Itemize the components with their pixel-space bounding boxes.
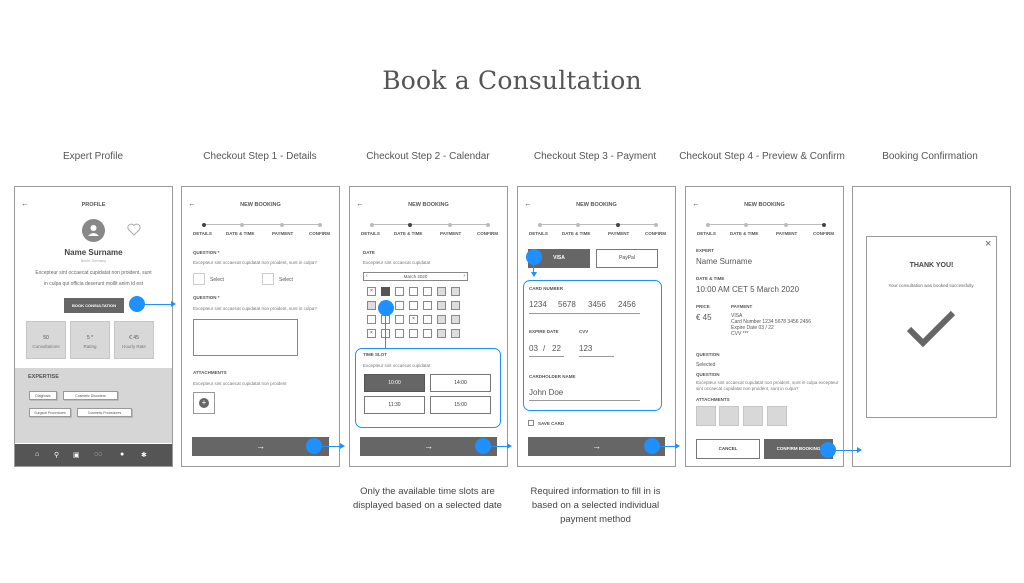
arrow-head-icon <box>171 301 176 307</box>
timeslot-highlight <box>355 348 501 428</box>
next-button[interactable]: → <box>360 437 497 456</box>
calendar-caption <box>340 485 515 513</box>
flow-arrow <box>385 316 386 348</box>
step-label[interactable]: PAYMENT <box>608 231 630 236</box>
back-arrow-icon[interactable]: ← <box>524 199 532 208</box>
calendar-day[interactable] <box>437 315 446 324</box>
confirmation-message: Your consultation was booked successfully. <box>888 283 975 288</box>
page-title: Book a Consultation <box>382 66 642 95</box>
back-arrow-icon[interactable]: ← <box>692 199 700 208</box>
price-label: PRICE <box>696 304 710 309</box>
calendar-day[interactable] <box>395 315 404 324</box>
step-label[interactable]: DATE & TIME <box>394 231 423 236</box>
payment-highlight <box>523 280 662 411</box>
save-card-label: SAVE CARD <box>538 421 565 426</box>
calendar-icon[interactable]: ▣ <box>73 452 80 459</box>
step-label[interactable]: PAYMENT <box>440 231 462 236</box>
booking-confirmation-screen <box>852 186 1011 467</box>
payment-line: Expire Date 03 / 22 <box>731 325 774 331</box>
hotspot-marker <box>378 300 394 316</box>
hotspot-marker <box>129 296 145 312</box>
question-text: Excepteur sint occaecat cupidatat non proident, sunt in culpa excepteur <box>696 380 839 385</box>
price-value: € 45 <box>696 313 712 322</box>
confirm-booking-button[interactable]: CONFIRM BOOKING <box>764 439 833 459</box>
step-label[interactable]: DETAILS <box>529 231 548 236</box>
tag-chip[interactable]: Cosmetic Procedures <box>77 408 132 417</box>
calendar-day[interactable] <box>367 315 376 324</box>
calendar-day[interactable] <box>409 301 418 310</box>
hotspot-marker <box>644 438 660 454</box>
calendar-day[interactable] <box>409 287 418 296</box>
hotspot-marker <box>306 438 322 454</box>
screen-header: NEW BOOKING <box>408 202 449 208</box>
calendar-day[interactable] <box>451 329 460 338</box>
user-icon <box>82 219 105 242</box>
expire-month[interactable]: 03 <box>529 344 538 353</box>
column-label-step4: Checkout Step 4 - Preview & Confirm <box>679 151 845 162</box>
attachment-thumbnail[interactable] <box>696 406 716 426</box>
cvv-value[interactable]: 123 <box>579 344 593 353</box>
tag-chip[interactable]: Surgical Procedures <box>29 408 71 417</box>
column-label-step3: Checkout Step 3 - Payment <box>533 151 657 162</box>
step-label[interactable]: CONFIRM <box>645 231 666 236</box>
calendar-day[interactable] <box>423 287 432 296</box>
date-label: DATE <box>363 250 375 255</box>
bio-line-2: in culpa qui officia deserunt mollit anim id est <box>43 281 144 287</box>
expert-name: Name Surname <box>64 248 123 257</box>
attachments-label: ATTACHMENTS <box>696 397 730 402</box>
flow-arrow <box>836 450 858 451</box>
timeslot-text: Excepteur sint occaecat cupidatat <box>363 363 431 368</box>
calendar-day-unavailable[interactable]: × <box>367 329 376 338</box>
question-text: Excepteur sint occaecat cupidatat non proident, sunt in culpa? <box>193 306 317 311</box>
hotspot-marker <box>820 442 836 458</box>
column-label-expert-profile: Expert Profile <box>62 151 124 162</box>
cancel-button[interactable]: CANCEL <box>696 439 760 459</box>
stepper <box>538 224 656 225</box>
calendar-day[interactable] <box>437 301 446 310</box>
search-icon[interactable]: ⚲ <box>54 452 60 459</box>
attachments-label: ATTACHMENTS <box>193 370 227 375</box>
option-label: Select <box>210 277 224 283</box>
user-icon[interactable]: ● <box>120 451 125 458</box>
time-slot[interactable]: 15:00 <box>430 396 491 414</box>
plus-icon: + <box>199 398 209 408</box>
step-label[interactable]: PAYMENT <box>776 231 798 236</box>
hotspot-marker <box>475 438 491 454</box>
attachment-thumbnail[interactable] <box>719 406 739 426</box>
column-label-step2: Checkout Step 2 - Calendar <box>366 151 490 162</box>
screen-header: NEW BOOKING <box>576 202 617 208</box>
caption-line: payment method <box>560 514 631 525</box>
attachment-thumbnail[interactable] <box>767 406 787 426</box>
stepper <box>706 224 824 225</box>
back-arrow-icon[interactable]: ← <box>356 199 364 208</box>
question-text: sint occaecat cupidatat non proident, sunt in culpa? <box>696 386 799 391</box>
caption-line: displayed based on a selected date <box>353 500 502 511</box>
payment-caption <box>508 485 683 527</box>
caption-line: based on a selected individual <box>531 500 660 511</box>
calendar-day-unavailable[interactable]: × <box>409 315 418 324</box>
column-label-confirmation: Booking Confirmation <box>882 151 978 162</box>
expert-profile-screen <box>14 186 173 467</box>
stat-consultations: 50 Consultations <box>26 321 66 359</box>
expert-label: EXPERT <box>696 248 715 253</box>
calendar-day[interactable] <box>451 287 460 296</box>
thank-you-title: THANK YOU! <box>909 262 954 269</box>
attachments-text: Excepteur sint occaecat cupidatat non proident <box>193 381 287 386</box>
step-label[interactable]: DETAILS <box>361 231 380 236</box>
time-slot[interactable]: 14:00 <box>430 374 491 392</box>
time-slot[interactable]: 11:30 <box>364 396 425 414</box>
radio-option[interactable] <box>193 273 205 285</box>
card-number-part[interactable]: 3456 <box>588 300 606 309</box>
card-number-part[interactable]: 1234 <box>529 300 547 309</box>
caption-line: Only the available time slots are <box>360 486 495 497</box>
question-value: Selected <box>696 362 716 368</box>
question-label: QUESTION <box>696 372 720 377</box>
gear-icon[interactable]: ✱ <box>141 452 147 459</box>
question-label: QUESTION * <box>193 295 220 300</box>
next-button[interactable]: → <box>192 437 329 456</box>
payment-line: CVV *** <box>731 331 749 337</box>
datetime-label: DATE & TIME <box>696 276 725 281</box>
book-consultation-button[interactable]: BOOK CONSULTATION <box>64 298 124 313</box>
month-label: March 2020 <box>403 274 428 279</box>
back-arrow-icon[interactable]: ← <box>21 199 29 208</box>
card-number-label: CARD NUMBER <box>529 286 563 291</box>
flow-arrow <box>491 446 508 447</box>
expertise-label: EXPERTISE <box>28 374 59 380</box>
tag-chip[interactable]: Cosmetic Disorders <box>63 391 118 400</box>
time-slot-selected[interactable]: 10:00 <box>364 374 425 392</box>
step-label[interactable]: DETAILS <box>697 231 716 236</box>
checkout-step1-screen <box>181 186 340 467</box>
step-label[interactable]: DATE & TIME <box>562 231 591 236</box>
arrow-head-icon <box>507 443 512 449</box>
arrow-head-icon <box>531 272 537 277</box>
screen-header: NEW BOOKING <box>744 202 785 208</box>
calendar-day[interactable] <box>409 329 418 338</box>
glasses-icon[interactable]: ◌◌ <box>94 451 103 458</box>
arrow-head-icon <box>675 443 680 449</box>
month-selector[interactable] <box>363 272 468 281</box>
expertise-panel <box>15 368 172 443</box>
payment-line: Card Number 1234 5678 3456 2456 <box>731 319 812 325</box>
calendar-day[interactable] <box>423 301 432 310</box>
holder-name[interactable]: John Doe <box>529 388 564 397</box>
calendar-day-selected[interactable] <box>381 287 390 296</box>
option-label: Select <box>279 277 293 283</box>
stepper <box>202 224 320 225</box>
calendar-day[interactable] <box>395 329 404 338</box>
column-label-step1: Checkout Step 1 - Details <box>203 151 317 162</box>
holder-label: CARDHOLDER NAME <box>529 374 576 379</box>
checkout-step4-screen <box>685 186 844 467</box>
payment-line: VISA <box>731 313 743 319</box>
question-label: QUESTION <box>696 352 720 357</box>
paypal-button[interactable]: PayPal <box>596 249 658 268</box>
datetime-value: 10:00 AM CET 5 March 2020 <box>696 285 800 294</box>
attachment-thumbnail[interactable] <box>743 406 763 426</box>
step-label[interactable]: PAYMENT <box>272 231 294 236</box>
step-label[interactable]: DETAILS <box>193 231 212 236</box>
caption-line: Required information to fill in is <box>530 486 661 497</box>
bio-line-1: Excepteur sint occaecat cupidatat non proident, sunt <box>35 270 152 276</box>
next-button[interactable]: → <box>528 437 665 456</box>
calendar-day[interactable] <box>423 315 432 324</box>
card-number-part[interactable]: 2456 <box>618 300 636 309</box>
checkmark-icon <box>905 309 957 349</box>
visa-button[interactable]: VISA <box>528 249 590 268</box>
hotspot-marker <box>526 249 542 265</box>
calendar-day[interactable] <box>437 287 446 296</box>
confirmation-dialog <box>866 236 997 418</box>
chevron-right-icon: › <box>463 273 465 279</box>
flow-arrow <box>322 446 341 447</box>
arrow-head-icon <box>857 447 862 453</box>
chevron-left-icon: ‹ <box>366 273 368 279</box>
flow-arrow <box>145 304 172 305</box>
avatar <box>82 219 105 242</box>
arrow-head-icon <box>340 443 345 449</box>
expire-separator: / <box>543 344 546 353</box>
expire-year[interactable]: 22 <box>552 344 561 353</box>
expert-location: Berlin, Germany <box>80 259 107 263</box>
save-card-checkbox[interactable] <box>528 420 534 426</box>
add-attachment-button[interactable] <box>193 392 215 414</box>
calendar-day[interactable] <box>423 329 432 338</box>
timeslot-label: TIME SLOT <box>363 352 387 357</box>
screen-header: PROFILE <box>81 202 106 208</box>
calendar-day[interactable] <box>451 315 460 324</box>
step-label[interactable]: CONFIRM <box>477 231 498 236</box>
step-label[interactable]: DATE & TIME <box>226 231 255 236</box>
payment-label: PAYMENT <box>731 304 753 309</box>
expert-name: Name Surname <box>696 257 753 266</box>
calendar-day[interactable] <box>367 301 376 310</box>
calendar-day[interactable] <box>395 287 404 296</box>
calendar-day[interactable] <box>451 301 460 310</box>
question-label: QUESTION * <box>193 250 220 255</box>
tag-chip[interactable]: Diagnosis <box>29 391 57 400</box>
question-text: Excepteur sint occaecat cupidatat non proident, sunt in culpa? <box>193 260 317 265</box>
answer-textarea[interactable] <box>193 319 298 356</box>
stepper <box>370 224 488 225</box>
stat-rating: 5 * Rating <box>70 321 110 359</box>
screen-header: NEW BOOKING <box>240 202 281 208</box>
heart-icon[interactable] <box>127 223 141 241</box>
step-label[interactable]: DATE & TIME <box>730 231 759 236</box>
step-label[interactable]: CONFIRM <box>309 231 330 236</box>
card-number-part[interactable]: 5678 <box>558 300 576 309</box>
flow-arrow <box>660 446 676 447</box>
step-label[interactable]: CONFIRM <box>813 231 834 236</box>
calendar-day-unavailable[interactable]: × <box>367 287 376 296</box>
date-text: Excepteur sint occaecat cupidatat <box>363 260 431 265</box>
calendar-day[interactable] <box>395 301 404 310</box>
radio-option[interactable] <box>262 273 274 285</box>
back-arrow-icon[interactable]: ← <box>188 199 196 208</box>
calendar-day[interactable] <box>437 329 446 338</box>
stat-hourly-rate: € 45 Hourly Rate <box>114 321 154 359</box>
expire-label: EXPIRE DATE <box>529 329 559 334</box>
home-icon[interactable]: ⌂ <box>35 451 40 458</box>
close-icon[interactable]: × <box>985 238 992 250</box>
cvv-label: CVV <box>579 329 589 334</box>
